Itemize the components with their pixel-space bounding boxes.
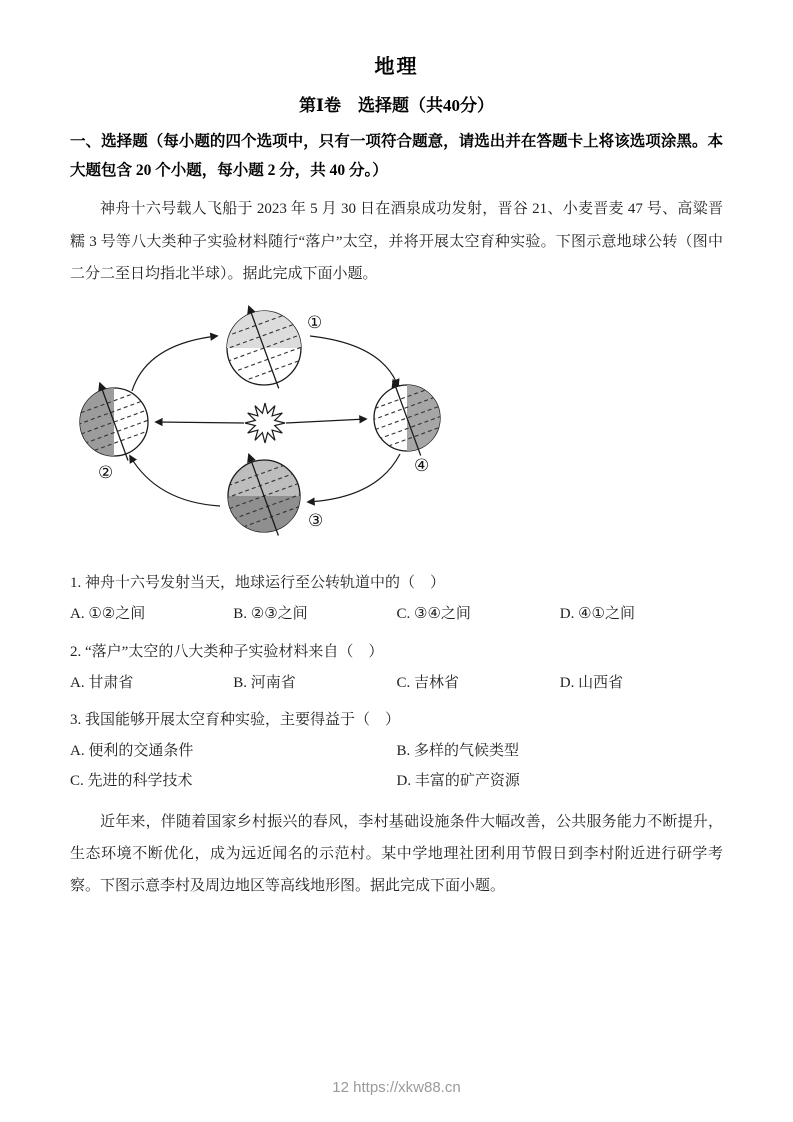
question-1-options [70,600,723,629]
watermark-url-link[interactable]: https://xkw88.cn [353,1079,461,1096]
question-1 [70,569,723,630]
earth-position-1 [219,307,309,389]
question-2-option-c: C. 吉林省 [396,674,460,691]
page-footer [0,1079,793,1096]
section-instructions: 一、选择题（每小题的四个选项中，只有一项符合题意，请选出并在答题卡上将该选项涂黑。本大题包含 20 个小题，每小题 2 分，共 40 分。） [70,133,723,179]
sun-icon [245,403,285,443]
orbit-position-label-3: ③ [308,511,324,532]
question-2-options [70,669,723,698]
question-1-option-c: C. ③④之间 [396,606,471,623]
passage-1: 神舟十六号载人飞船于 2023 年 5 月 30 日在酒泉成功发射，晋谷 21、小麦晋麦 47 号、高粱晋糯 3 号等八大类种子实验材料随行“落户”太空，并将开展太空育种实验。下图示意地球公转（图中二分二至日均指北半球）。据此完成下面小题。 [70,201,723,282]
page-title: 地理 [374,56,419,78]
question-3-options [70,737,723,796]
question-1-option-b: B. ②③之间 [233,606,308,623]
question-2 [70,638,723,699]
question-3 [70,706,723,796]
earth-position-2 [74,384,153,461]
question-2-option-a: A. 甘肃省 [70,674,134,691]
orbit-position-label-1: ① [307,313,323,334]
question-3-option-d: D. 丰富的矿产资源 [396,772,520,789]
page-number: 12 [332,1079,349,1096]
question-3-option-a: A. 便利的交通条件 [70,743,194,760]
question-2-option-b: B. 河南省 [233,674,296,691]
question-2-stem: 2. “落户”太空的八大类种子实验材料来自（ ） [70,643,384,660]
orbit-position-label-4: ④ [414,456,430,477]
section-header: 第Ⅰ卷 选择题（共40分） [299,96,494,115]
orbit-position-label-2: ② [98,463,114,484]
diagram-container [62,296,723,559]
question-3-option-b: B. 多样的气候类型 [396,743,520,760]
earth-position-4 [368,381,446,456]
earth-position-3 [222,455,307,536]
question-1-stem: 1. 神舟十六号发射当天，地球运行至公转轨道中的（ ） [70,575,446,592]
earth-revolution-diagram [62,296,492,554]
question-3-option-c: C. 先进的科学技术 [70,772,193,789]
passage-2: 近年来，伴随着国家乡村振兴的春风，李村基础设施条件大幅改善，公共服务能力不断提升，生态环境不断优化，成为远近闻名的示范村。某中学地理社团利用节假日到李村附近进行研学考察。下图示意李村及周边地区等高线地形图。据此完成下面小题。 [70,813,723,895]
question-2-option-d: D. 山西省 [559,674,624,691]
question-3-stem: 3. 我国能够开展太空育种实验，主要得益于（ ） [70,712,401,729]
question-1-option-a: A. ①②之间 [70,606,146,623]
question-1-option-d: D. ④①之间 [559,606,635,623]
